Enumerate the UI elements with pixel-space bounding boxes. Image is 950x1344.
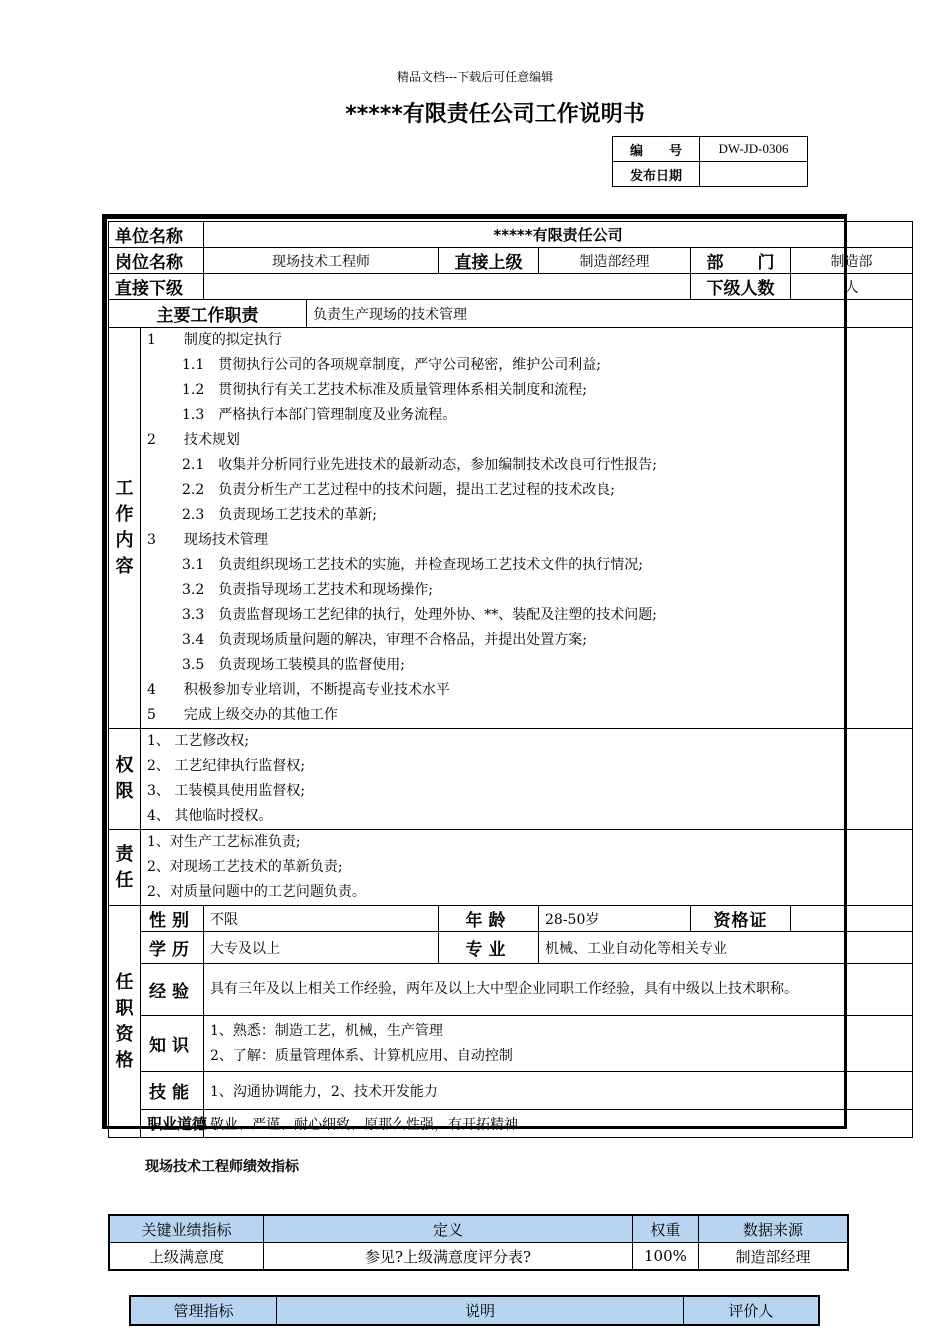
kpi-header-cell: 权重 [632, 1215, 698, 1243]
superior-label: 直接上级 [439, 248, 539, 274]
major-value: 机械、工业自动化等相关专业 [539, 932, 913, 964]
authority-content [141, 729, 913, 830]
kpi-cell: 参见?上级满意度评分表? [264, 1243, 633, 1271]
responsibility-line: 2、对质量问题中的工艺问题负责。 [147, 884, 366, 900]
management-header-cell: 管理指标 [130, 1296, 277, 1325]
work-content-line: 3.4 负责现场质量问题的解决，审理不合格品，并提出处置方案; [182, 632, 587, 648]
work-content-line: 3.2 负责指导现场工艺技术和现场操作; [182, 582, 433, 598]
unit-value: *****有限责任公司 [204, 222, 913, 248]
qualification-label-char: 任 [115, 971, 134, 993]
work-content-line: 2.2 负责分析生产工艺过程中的技术问题，提出工艺过程的技术改良; [182, 482, 615, 498]
knowledge-line: 2、了解：质量管理体系、计算机应用、自动控制 [210, 1047, 513, 1064]
management-header-cell: 评价人 [683, 1296, 819, 1325]
management-header-cell: 说明 [277, 1296, 684, 1325]
authority-label-char: 限 [115, 781, 134, 802]
exp-label: 经验 [141, 964, 204, 1016]
date-value [700, 162, 808, 187]
work-label-char: 内 [115, 530, 134, 551]
kpi-header-cell: 定义 [264, 1215, 633, 1243]
authority-line: 1、 工艺修改权; [147, 733, 250, 749]
dept-label: 部 门 [691, 248, 791, 274]
cert-label: 资格证 [691, 906, 791, 932]
performance-title: 现场技术工程师绩效指标 [145, 1159, 299, 1175]
date-label: 发布日期 [613, 162, 700, 187]
management-table [129, 1295, 820, 1326]
responsibility-line: 1、对生产工艺标准负责; [147, 834, 301, 850]
edu-label: 学历 [141, 932, 204, 964]
subordinate-value [204, 274, 691, 300]
authority-label-char: 权 [115, 755, 134, 776]
responsibility-content [141, 830, 913, 906]
duty-label: 主要工作职责 [109, 300, 307, 328]
work-content-line: 3.1 负责组织现场工艺技术的实施，并检查现场工艺技术文件的执行情况; [182, 557, 643, 573]
qualification-label-char: 资 [115, 1023, 134, 1045]
work-content-line: 3.5 负责现场工装模具的监督使用; [182, 657, 405, 673]
know-label: 知识 [141, 1016, 204, 1072]
work-content-line: 1 制度的拟定执行 [147, 332, 282, 348]
code-value: DW-JD-0306 [700, 137, 808, 162]
work-label-char: 容 [115, 556, 134, 577]
responsibility-label [109, 830, 141, 906]
authority-label [109, 729, 141, 830]
sub-count-value: 人 [791, 274, 913, 300]
unit-label: 单位名称 [109, 222, 204, 248]
duty-value: 负责生产现场的技术管理 [307, 300, 913, 328]
qualification-label-char: 职 [115, 997, 134, 1019]
responsibility-label-char: 任 [115, 869, 134, 891]
work-content-line: 4 积极参加专业培训，不断提高专业技术水平 [147, 682, 450, 698]
table-row [109, 1243, 848, 1271]
work-content-line: 2.3 负责现场工艺技术的革新; [182, 507, 377, 523]
cert-value [791, 906, 913, 932]
major-label: 专业 [439, 932, 539, 964]
sub-count-label: 下级人数 [691, 274, 791, 300]
authority-line: 4、 其他临时授权。 [147, 808, 273, 824]
skill-label: 技能 [141, 1072, 204, 1110]
work-content-line: 1.3 严格执行本部门管理制度及业务流程。 [182, 407, 457, 423]
know-content [204, 1016, 913, 1072]
edu-value: 大专及以上 [204, 932, 439, 964]
kpi-table [108, 1214, 849, 1271]
kpi-cell: 制造部经理 [698, 1243, 848, 1271]
meta-table [612, 136, 808, 187]
ethic-label: 职业道德 [141, 1110, 204, 1138]
responsibility-label-char: 责 [115, 843, 134, 865]
gender-label: 性别 [141, 906, 204, 932]
age-label: 年龄 [439, 906, 539, 932]
post-label: 岗位名称 [109, 248, 204, 274]
qualification-label [109, 906, 141, 1138]
authority-line: 3、 工装模具使用监督权; [147, 783, 306, 799]
dept-value: 制造部 [791, 248, 913, 274]
code-label: 编 号 [613, 137, 700, 162]
work-content-line: 3.3 负责监督现场工艺纪律的执行，处理外协、**、装配及注塑的技术问题; [182, 607, 657, 623]
exp-value: 具有三年及以上相关工作经验，两年及以上大中型企业同职工作经验，具有中级以上技术职称。 [204, 964, 913, 1016]
work-label-char: 工 [115, 478, 134, 499]
kpi-header-cell: 数据来源 [698, 1215, 848, 1243]
age-value: 28-50岁 [539, 906, 691, 932]
work-content [141, 328, 913, 729]
work-content-line: 2.1 收集并分析同行业先进技术的最新动态，参加编制技术改良可行性报告; [182, 457, 657, 473]
document-title: *****有限责任公司工作说明书 [345, 102, 645, 127]
qualification-label-char: 格 [115, 1049, 134, 1071]
work-content-line: 1.1 贯彻执行公司的各项规章制度，严守公司秘密，维护公司利益; [182, 357, 601, 373]
work-content-line: 3 现场技术管理 [147, 532, 268, 548]
knowledge-line: 1、熟悉：制造工艺，机械，生产管理 [210, 1022, 443, 1039]
authority-line: 2、 工艺纪律执行监督权; [147, 758, 306, 774]
work-label-char: 作 [115, 504, 134, 525]
superior-value: 制造部经理 [539, 248, 691, 274]
kpi-header-cell: 关键业绩指标 [109, 1215, 264, 1243]
job-description-table [108, 221, 913, 1138]
gender-value: 不限 [204, 906, 439, 932]
kpi-cell: 上级满意度 [109, 1243, 264, 1271]
ethic-value: 敬业、严谨、耐心细致、原那么性强，有开拓精神 [204, 1110, 913, 1138]
post-value: 现场技术工程师 [204, 248, 439, 274]
header-note: 精品文档---下载后可任意编辑 [396, 70, 554, 84]
skill-value: 1、沟通协调能力，2、技术开发能力 [204, 1072, 913, 1110]
work-content-line: 2 技术规划 [147, 432, 240, 448]
work-content-label [109, 328, 141, 729]
kpi-cell: 100% [632, 1243, 698, 1271]
subordinate-label: 直接下级 [109, 274, 204, 300]
work-content-line: 1.2 贯彻执行有关工艺技术标准及质量管理体系相关制度和流程; [182, 382, 587, 398]
work-content-line: 5 完成上级交办的其他工作 [147, 707, 338, 723]
responsibility-line: 2、对现场工艺技术的革新负责; [147, 859, 343, 875]
